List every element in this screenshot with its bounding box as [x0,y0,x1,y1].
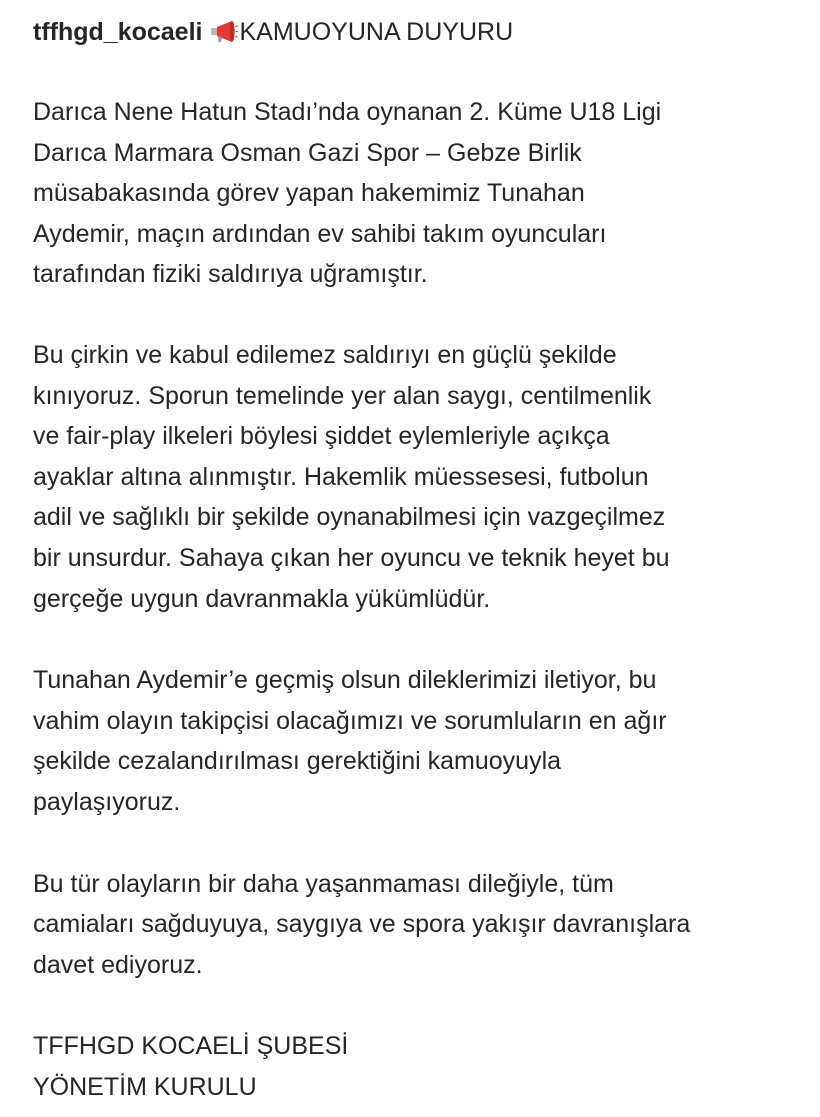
megaphone-icon [208,15,238,39]
paragraph-incident: Darıca Nene Hatun Stadı’nda oynanan 2. Küme U18 Ligi Darıca Marmara Osman Gazi Spor – Gebze Birlik müsabakasında görev yapan hakemimiz Tunahan Aydemir, maçın ardından ev sahibi takım oyuncuları tarafından fiziki saldırıya uğramıştır. [33,98,662,289]
signature: TFFHGD KOCAELİ ŞUBESİ YÖNETİM KURULU [33,1032,349,1101]
paragraph-wishes: Tunahan Aydemir’e geçmiş olsun dileklerimizi iletiyor, bu vahim olayın takipçisi olacağımızı ve sorumluların en ağır şekilde cezalandırılması gerektiğini kamuoyuyla paylaşıyoruz. [33,666,667,816]
paragraph-condemnation: Bu çirkin ve kabul edilemez saldırıyı en güçlü şekilde kınıyoruz. Sporun temelinde yer alan saygı, centilmenlik ve fair-play ilkeleri böylesi şiddet eylemleriyle açıkça ayaklar altına alınmıştır. Hakemlik müessesesi, futbolun adil ve sağlıklı bir şekilde oynanabilmesi için vazgeçilmez bir unsurdur. Sahaya çıkan her oyuncu ve teknik heyet bu gerçeğe uygun davranmakla yükümlüdür. [33,340,670,613]
post-caption [33,12,798,1107]
caption-header [33,12,798,52]
paragraph-call: Bu tür olayların bir daha yaşanmaması dileğiyle, tüm camiaları sağduyuya, saygıya ve spora yakışır davranışlara davet ediyoruz. [33,869,691,979]
username-link[interactable]: tffhgd_kocaeli [33,18,203,46]
announcement-headline: KAMUOYUNA DUYURU [239,18,514,46]
